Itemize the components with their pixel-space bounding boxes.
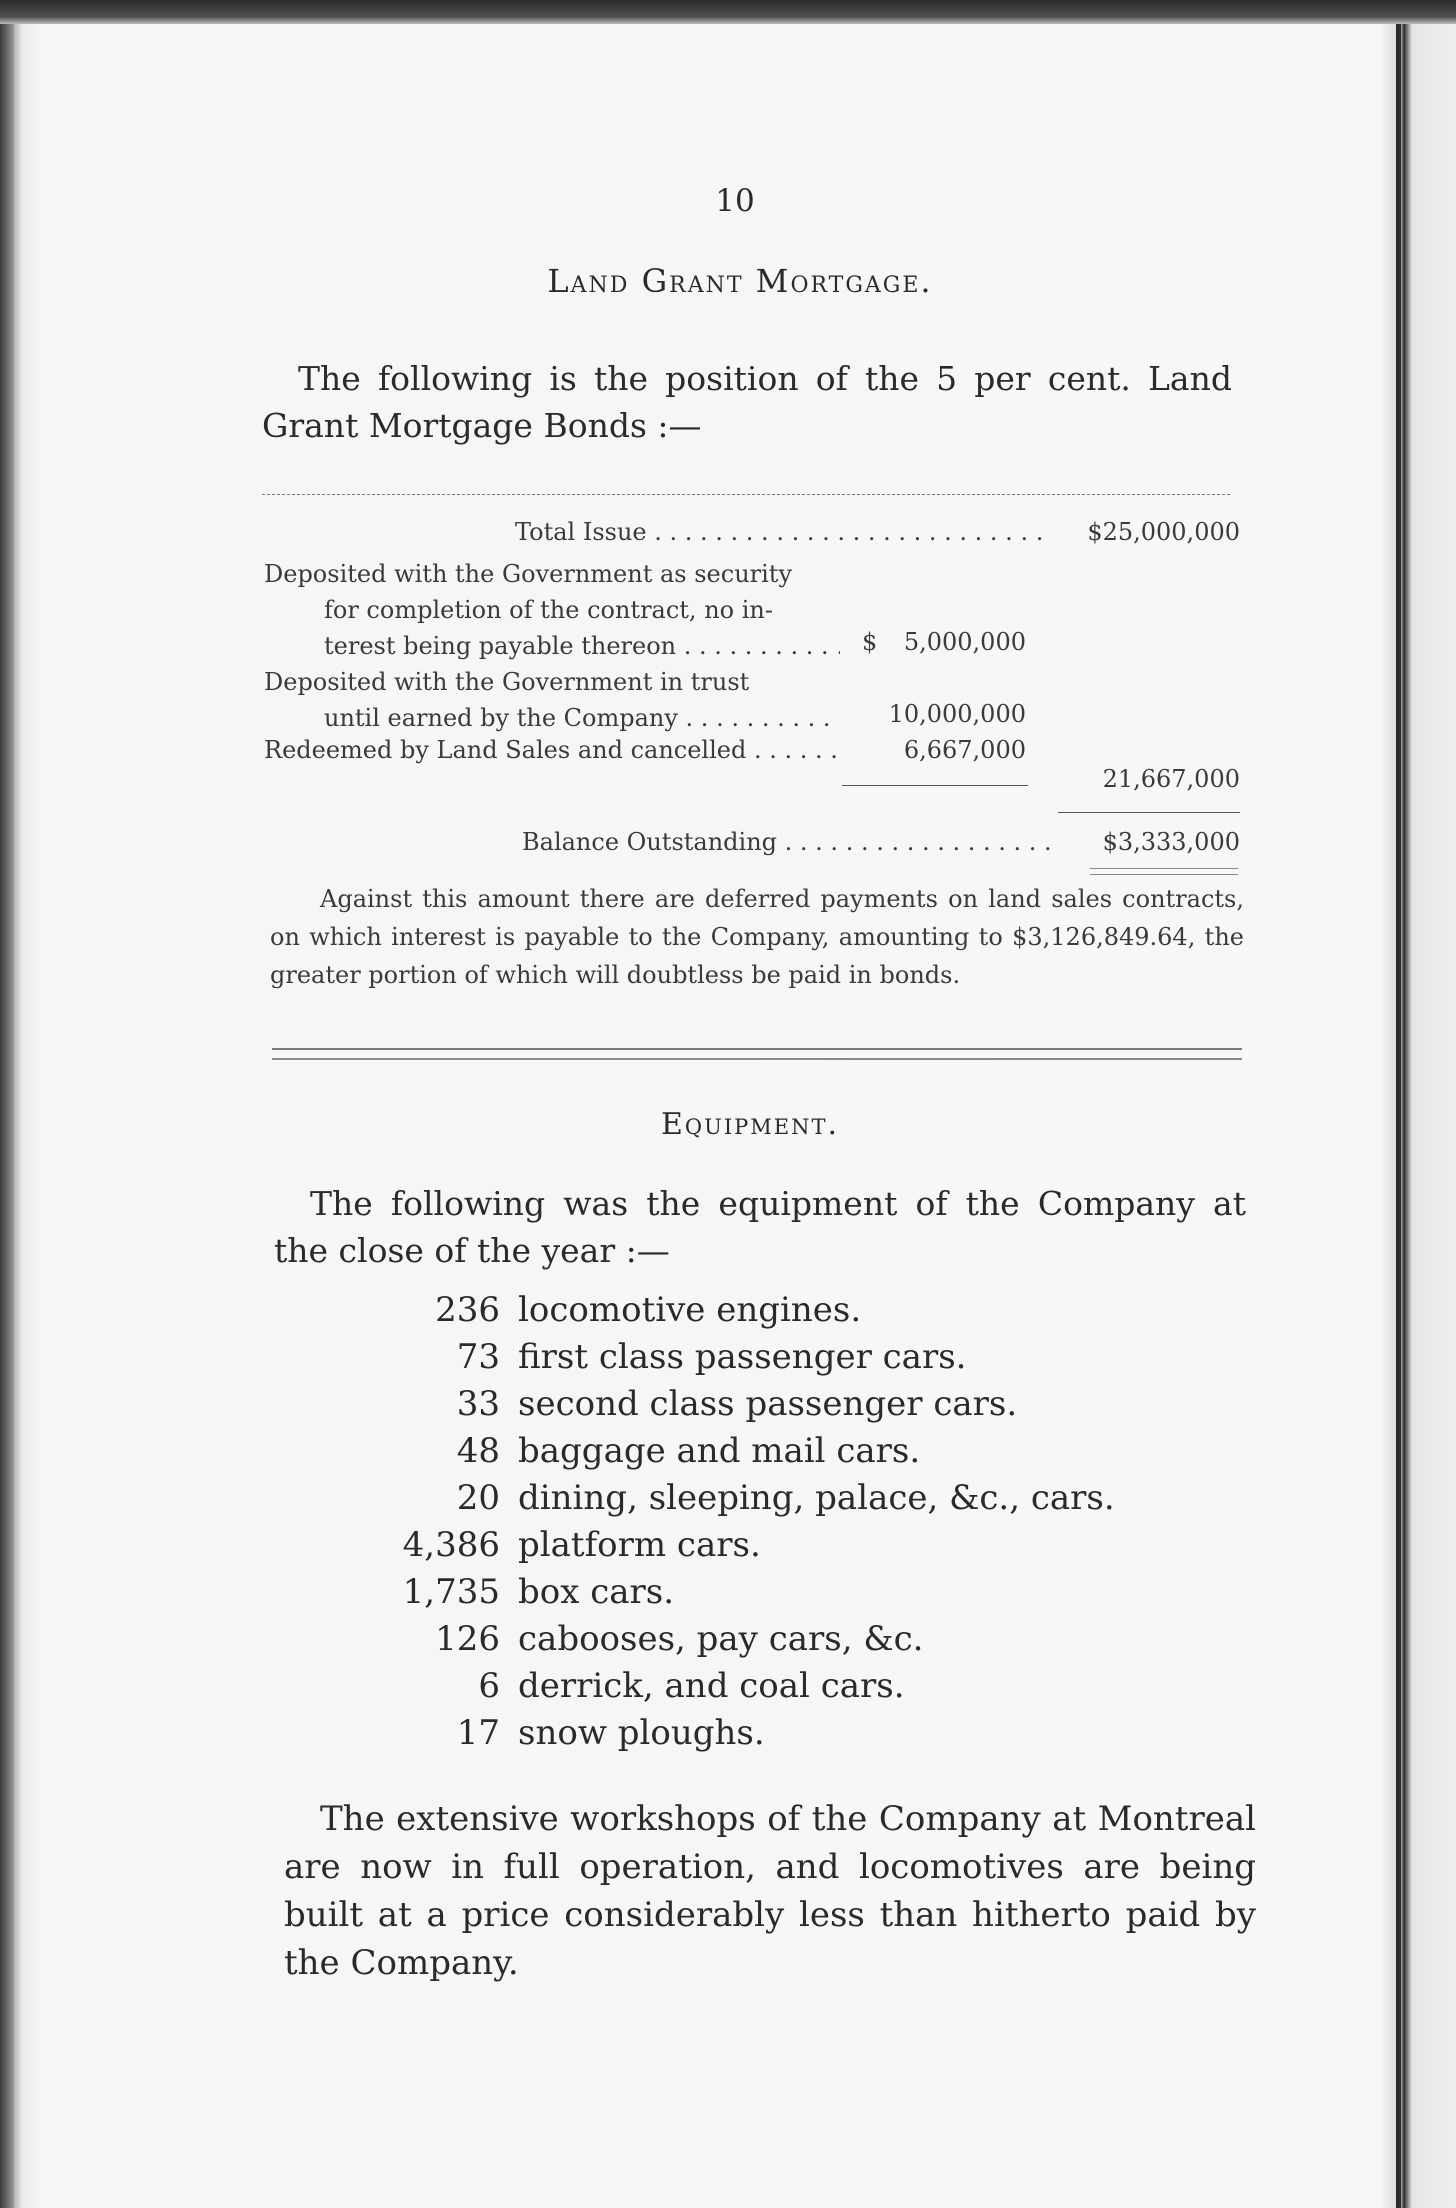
- item-description: box cars.: [518, 1572, 675, 1612]
- item-quantity: 1,735: [402, 1572, 500, 1612]
- item-description: cabooses, pay cars, &c.: [518, 1619, 924, 1659]
- leader-dots: [777, 828, 1054, 856]
- item-description: baggage and mail cars.: [518, 1431, 921, 1471]
- item-description: platform cars.: [518, 1525, 761, 1565]
- item-quantity: 20: [456, 1478, 500, 1518]
- equipment-intro: The following was the equipment of the Company at the close of the year :—: [274, 1184, 1246, 1270]
- item-quantity: 48: [456, 1431, 500, 1471]
- subtotal-rule: [842, 785, 1028, 786]
- deposited-trust-amount: 10,000,000: [888, 700, 1026, 728]
- item-quantity: 126: [435, 1619, 500, 1659]
- balance-outstanding-label: [522, 828, 1054, 856]
- deposited-trust-line-2: [264, 700, 840, 736]
- leader-dots: [746, 736, 840, 764]
- equipment-heading: Equipment.: [661, 1107, 839, 1142]
- dollar-sign: $: [862, 628, 878, 656]
- deposited-trust-label: [264, 664, 840, 736]
- land-grant-intro: The following is the position of the 5 per cent. Land Grant Mortgage Bonds :—: [262, 359, 1232, 445]
- item-quantity: 73: [456, 1337, 500, 1377]
- subtotal-amount: 21,667,000: [1102, 765, 1240, 793]
- total-issue-label: [515, 518, 1050, 546]
- redeemed-label: [264, 736, 840, 764]
- page-number: 10: [715, 183, 755, 219]
- item-quantity: 236: [435, 1290, 500, 1330]
- deposited-security-line-3-text: terest being payable thereon: [324, 632, 677, 660]
- balance-double-rule-bottom: [1090, 874, 1238, 875]
- table-top-rule: [262, 494, 1230, 495]
- item-description: second class passenger cars.: [518, 1384, 1018, 1424]
- balance-text: Balance Outstanding: [522, 828, 778, 856]
- item-description: dining, sleeping, palace, &c., cars.: [518, 1478, 1115, 1518]
- deposited-security-line-1: Deposited with the Government as security: [264, 560, 792, 588]
- deposited-security-amount: 5,000,000: [903, 628, 1026, 656]
- item-description: locomotive engines.: [518, 1290, 862, 1330]
- deferred-payments-note: Against this amount there are deferred payments on land sales contracts, on which interest is payable to the Company, amounting to $3,126,849.64, the greater portion of which will doubtless be paid in bonds.: [270, 885, 1244, 989]
- leader-dots: [678, 704, 840, 732]
- deposited-security-label: [264, 556, 840, 664]
- redeemed-text: Redeemed by Land Sales and cancelled: [264, 736, 747, 764]
- item-quantity: 33: [456, 1384, 500, 1424]
- closing-paragraph: The extensive workshops of the Company at Montreal are now in full operation, and locomotives are being built at a price considerably less than hitherto paid by the Company.: [284, 1799, 1256, 1983]
- item-description: first class passenger cars.: [518, 1337, 967, 1377]
- balance-outstanding-amount: $3,333,000: [1102, 828, 1240, 856]
- total-issue-text: Total Issue: [515, 518, 647, 546]
- sum-rule: [1058, 812, 1240, 813]
- redeemed-amount: 6,667,000: [903, 736, 1026, 764]
- scan-top-edge: [0, 0, 1456, 24]
- item-quantity: 4,386: [402, 1525, 500, 1565]
- item-quantity: 6: [478, 1666, 500, 1706]
- land-grant-heading: Land Grant Mortgage.: [547, 262, 933, 300]
- leader-dots: [647, 518, 1050, 546]
- deposited-security-line-3: [264, 628, 840, 664]
- deposited-trust-line-1: Deposited with the Government in trust: [264, 668, 750, 696]
- section-divider-top: [272, 1048, 1242, 1050]
- leader-dots: [676, 632, 840, 660]
- item-description: snow ploughs.: [518, 1713, 765, 1753]
- item-description: derrick, and coal cars.: [518, 1666, 905, 1706]
- section-divider-bottom: [272, 1058, 1242, 1060]
- total-issue-amount: $25,000,000: [1087, 518, 1240, 546]
- deposited-trust-line-2-text: until earned by the Company: [324, 704, 678, 732]
- deposited-security-line-2: for completion of the contract, no in-: [324, 596, 773, 624]
- balance-double-rule-top: [1090, 868, 1238, 869]
- item-quantity: 17: [456, 1713, 500, 1753]
